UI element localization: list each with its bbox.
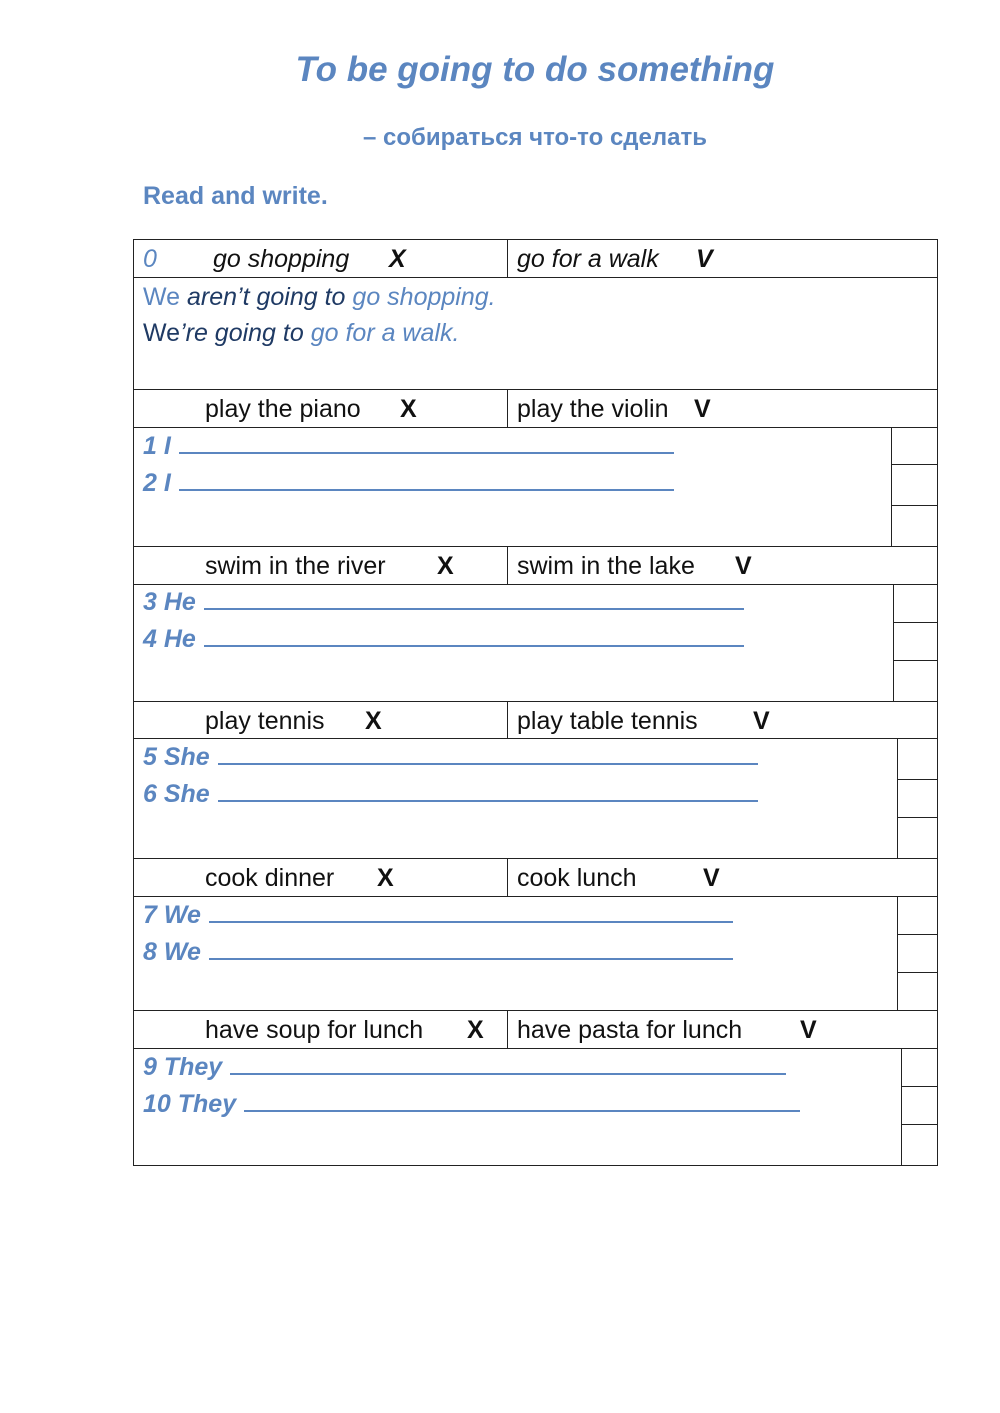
left-phrase: cook dinner — [205, 864, 335, 892]
answer-line-2[interactable]: 10 They — [143, 1090, 800, 1119]
score-box[interactable] — [902, 1049, 937, 1087]
score-box[interactable] — [892, 506, 937, 545]
score-box[interactable] — [892, 428, 937, 465]
example-right-phrase: go for a walk — [517, 245, 659, 273]
example-sentence-1: We aren’t going to go shopping. — [143, 283, 496, 311]
check-mark: V — [800, 1016, 817, 1044]
cross-mark: X — [400, 395, 417, 423]
score-boxes — [901, 1049, 937, 1165]
right-phrase: swim in the lake — [517, 552, 695, 580]
cross-mark: X — [365, 707, 382, 735]
score-box[interactable] — [894, 661, 937, 700]
example-prompt-row — [133, 239, 938, 277]
score-box[interactable] — [898, 897, 937, 935]
check-mark: V — [735, 552, 752, 580]
answer-line-1[interactable]: 5 She — [143, 743, 758, 772]
answer-box — [133, 738, 938, 858]
example-left-cell — [134, 240, 508, 277]
answer-box — [133, 1048, 938, 1166]
answer-line-1[interactable]: 1 I — [143, 432, 674, 461]
page-title: To be going to do something — [295, 50, 775, 89]
prompt-row — [133, 546, 938, 584]
cross-mark: X — [467, 1016, 484, 1044]
score-box[interactable] — [898, 780, 937, 818]
answer-box — [133, 896, 938, 1010]
instruction: Read and write. — [143, 182, 328, 210]
left-phrase: have soup for lunch — [205, 1016, 424, 1044]
page-subtitle: – собираться что-то сделать — [363, 124, 707, 151]
check-mark: V — [753, 707, 770, 735]
answer-line-1[interactable]: 7 We — [143, 901, 733, 930]
score-box[interactable] — [898, 935, 937, 973]
right-phrase: play the violin — [517, 395, 669, 423]
prompt-row — [133, 1010, 938, 1048]
check-mark: V — [694, 395, 711, 423]
prompt-row — [133, 701, 938, 738]
score-box[interactable] — [902, 1125, 937, 1165]
score-boxes — [897, 739, 937, 858]
example-sentence-2: We’re going to go for a walk. — [143, 319, 460, 347]
cross-mark: X — [389, 245, 406, 273]
left-phrase: play tennis — [205, 707, 325, 735]
prompt-row — [133, 389, 938, 427]
example-left-phrase: go shopping — [213, 245, 350, 273]
score-box[interactable] — [898, 818, 937, 857]
answer-line-1[interactable]: 9 They — [143, 1053, 786, 1082]
cross-mark: X — [377, 864, 394, 892]
score-boxes — [897, 897, 937, 1010]
score-box[interactable] — [894, 585, 937, 623]
right-phrase: have pasta for lunch — [517, 1016, 743, 1044]
score-box[interactable] — [894, 623, 937, 661]
example-number: 0 — [143, 245, 157, 273]
left-phrase: swim in the river — [205, 552, 386, 580]
exercise-table — [133, 239, 938, 1166]
check-mark: V — [703, 864, 720, 892]
score-boxes — [893, 585, 937, 701]
score-box[interactable] — [898, 973, 937, 1009]
score-boxes — [891, 428, 937, 546]
right-phrase: play table tennis — [517, 707, 698, 735]
score-box[interactable] — [902, 1087, 937, 1125]
cross-mark: X — [437, 552, 454, 580]
score-box[interactable] — [898, 739, 937, 780]
prompt-row — [133, 858, 938, 896]
answer-line-2[interactable]: 8 We — [143, 938, 733, 967]
check-mark: V — [696, 245, 713, 273]
answer-line-2[interactable]: 6 She — [143, 780, 758, 809]
answer-line-2[interactable]: 2 I — [143, 469, 674, 498]
answer-line-2[interactable]: 4 He — [143, 625, 744, 654]
score-box[interactable] — [892, 465, 937, 506]
right-phrase: cook lunch — [517, 864, 637, 892]
answer-box — [133, 427, 938, 546]
example-answer-box — [133, 277, 938, 389]
answer-box — [133, 584, 938, 701]
left-phrase: play the piano — [205, 395, 361, 423]
answer-line-1[interactable]: 3 He — [143, 588, 744, 617]
